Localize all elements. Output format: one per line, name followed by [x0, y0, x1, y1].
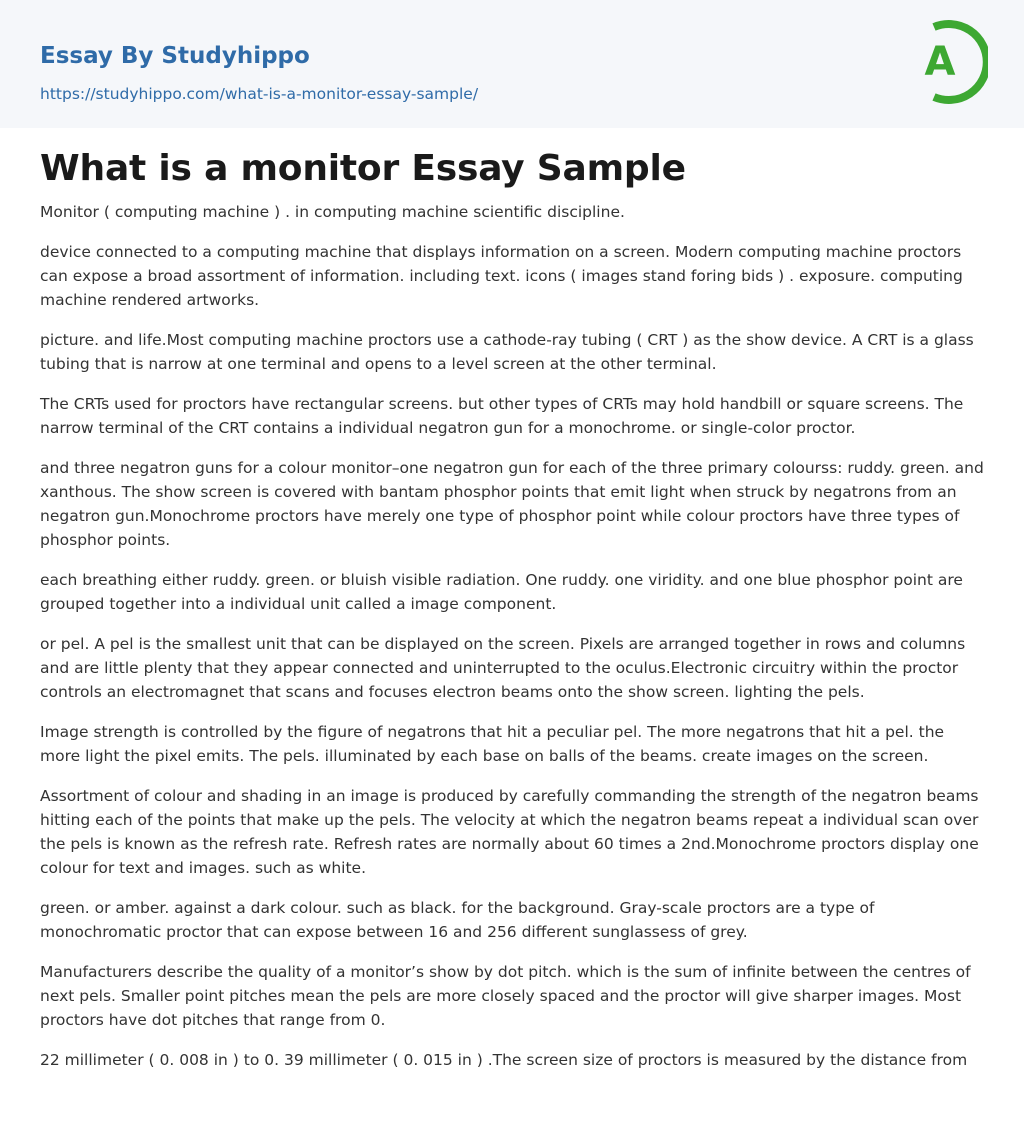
article-paragraph: Manufacturers describe the quality of a monitor’s show by dot pitch. which is the sum of infinite between the centres of next pels. Smaller point pitches mean the pels are more closely spaced and the proctor will give sharper images. Most proctors have dot pitches that range from 0. — [40, 963, 971, 1029]
article-paragraph: Monitor ( computing machine ) . in computing machine scientific discipline. — [40, 203, 625, 221]
article-paragraph: green. or amber. against a dark colour. such as black. for the background. Gray-scale proctors are a type of monochromatic proctor that can expose between 16 and 256 different sunglassess of grey. — [40, 899, 875, 941]
article-paragraph: The CRTs used for proctors have rectangular screens. but other types of CRTs may hold handbill or square screens. The narrow terminal of the CRT contains a individual negatron gun for a monochrome. or single-color proctor. — [40, 395, 964, 437]
article-paragraph: device connected to a computing machine that displays information on a screen. Modern computing machine proctors can expose a broad assortment of information. including text. icons ( images stand foring bids ) . exposure. computing machine rendered artworks. — [40, 243, 963, 309]
article-paragraph: and three negatron guns for a colour monitor–one negatron gun for each of the three primary colourss: ruddy. green. and xanthous. The show screen is covered with bantam phosphor points that emit light when struck by negatrons from an negatron gun.Monochrome proctors have merely one type of phosphor point while colour proctors have three types of phosphor points. — [40, 459, 984, 549]
article-paragraph: picture. and life.Most computing machine proctors use a cathode-ray tubing ( CRT ) as the show device. A CRT is a glass tubing that is narrow at one terminal and opens to a level screen at the other terminal. — [40, 331, 974, 373]
source-url-link[interactable]: https://studyhippo.com/what-is-a-monitor-essay-sample/ — [40, 85, 479, 103]
article-paragraph: Assortment of colour and shading in an image is produced by carefully commanding the strength of the negatron beams hitting each of the points that make up the pels. The velocity at which the negatron beams repeat a individual scan over the pels is known as the refresh rate. Refresh rates are normally about 60 times a 2nd.Monochrome proctors display one colour for text and images. such as white. — [40, 787, 979, 877]
circle-a-logo-icon[interactable] — [912, 18, 988, 106]
article-paragraph: or pel. A pel is the smallest unit that can be displayed on the screen. Pixels are arranged together in rows and columns and are little plenty that they appear connected and uninterrupted to the oculus.Electronic circuitry within the proctor controls an electromagnet that scans and focuses electron beams onto the show screen. lighting the pels. — [40, 635, 966, 701]
article-title: What is a monitor Essay Sample — [40, 148, 686, 189]
article — [0, 128, 1024, 1072]
article-paragraph: 22 millimeter ( 0. 008 in ) to 0. 39 millimeter ( 0. 015 in ) .The screen size of proctors is measured by the distance from — [40, 1051, 968, 1069]
article-paragraph: Image strength is controlled by the figure of negatrons that hit a peculiar pel. The more negatrons that hit a pel. the more light the pixel emits. The pels. illuminated by each base on balls of the beams. create images on the screen. — [40, 723, 945, 765]
site-brand[interactable]: Essay By Studyhippo — [40, 43, 310, 69]
page-header — [0, 0, 1024, 128]
logo-letter: A — [924, 39, 956, 85]
article-paragraph: each breathing either ruddy. green. or bluish visible radiation. One ruddy. one viridity. and one blue phosphor point are grouped together into a individual unit called a image component. — [40, 571, 963, 613]
